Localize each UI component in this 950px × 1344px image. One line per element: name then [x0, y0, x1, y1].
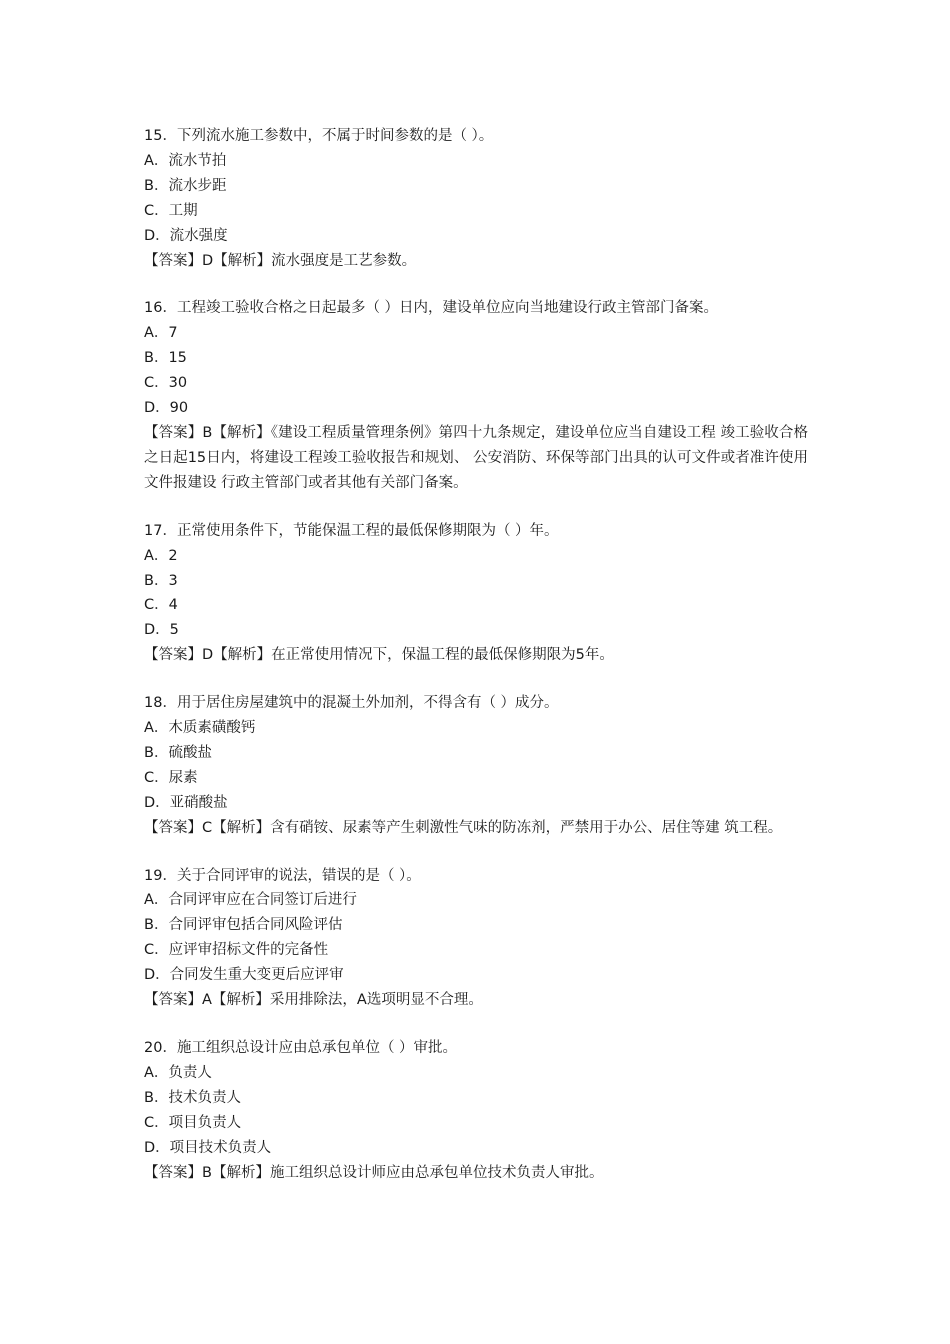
option-d: D．流水强度	[144, 227, 228, 244]
option-c: C．工期	[144, 202, 198, 219]
option-b: B．合同评审包括合同风险评估	[144, 917, 343, 934]
answer-analysis: 【答案】B【解析】施工组织总设计师应由总承包单位技术负责人审批。	[144, 1164, 604, 1181]
question-stem: 16．工程竣工验收合格之日起最多（ ）日内，建设单位应向当地建设行政主管部门备案。	[144, 300, 719, 317]
option-d: D．项目技术负责人	[144, 1139, 272, 1156]
option-d: D．5	[144, 622, 179, 639]
question-17	[144, 519, 808, 668]
question-18	[144, 691, 808, 840]
question-19	[144, 864, 808, 1013]
option-b: B．15	[144, 350, 187, 367]
option-d: D．合同发生重大变更后应评审	[144, 967, 344, 984]
answer-analysis: 【答案】C【解析】含有硝铵、尿素等产生刺激性气味的防冻剂，严禁用于办公、居住等建 筑工程。	[144, 819, 783, 836]
option-a: A．流水节拍	[144, 152, 227, 169]
question-15	[144, 124, 808, 273]
question-20	[144, 1036, 808, 1185]
option-a: A．负责人	[144, 1064, 212, 1081]
option-c: C．项目负责人	[144, 1114, 242, 1131]
question-stem: 20．施工组织总设计应由总承包单位（ ）审批。	[144, 1040, 458, 1056]
option-c: C．应评审招标文件的完备性	[144, 942, 329, 959]
answer-analysis: 【答案】B【解析】《建设工程质量管理条例》第四十九条规定，建设单位应当自建设工程 竣工验收合格之日起15日内，将建设工程竣工验收报告和规划、 公安消防、环保等部门出具的认可文件或者准许使用文件报建设 行政主管部门或者其他有关部门备案。	[144, 424, 808, 491]
question-stem: 19．关于合同评审的说法，错误的是（ ）。	[144, 867, 421, 884]
question-stem: 18．用于居住房屋建筑中的混凝土外加剂，不得含有（ ）成分。	[144, 695, 559, 712]
option-d: D．亚硝酸盐	[144, 794, 228, 811]
option-c: C．30	[144, 375, 188, 392]
document-page	[144, 124, 808, 1208]
answer-analysis: 【答案】A【解析】采用排除法，A选项明显不合理。	[144, 992, 483, 1009]
question-stem: 15．下列流水施工参数中，不属于时间参数的是（ ）。	[144, 128, 494, 144]
question-16	[144, 296, 808, 495]
option-a: A．合同评审应在合同签订后进行	[144, 892, 357, 909]
option-b: B．技术负责人	[144, 1089, 241, 1106]
option-b: B．硫酸盐	[144, 744, 212, 761]
option-c: C．4	[144, 597, 178, 614]
option-b: B．3	[144, 572, 178, 589]
question-stem: 17．正常使用条件下，节能保温工程的最低保修期限为（ ）年。	[144, 522, 559, 539]
answer-analysis: 【答案】D【解析】流水强度是工艺参数。	[144, 252, 417, 269]
option-b: B．流水步距	[144, 177, 227, 194]
option-c: C．尿素	[144, 769, 198, 786]
option-d: D．90	[144, 400, 189, 417]
option-a: A．7	[144, 325, 178, 342]
answer-analysis: 【答案】D【解析】在正常使用情况下，保温工程的最低保修期限为5年。	[144, 647, 614, 664]
option-a: A．木质素磺酸钙	[144, 720, 256, 737]
option-a: A．2	[144, 547, 178, 564]
